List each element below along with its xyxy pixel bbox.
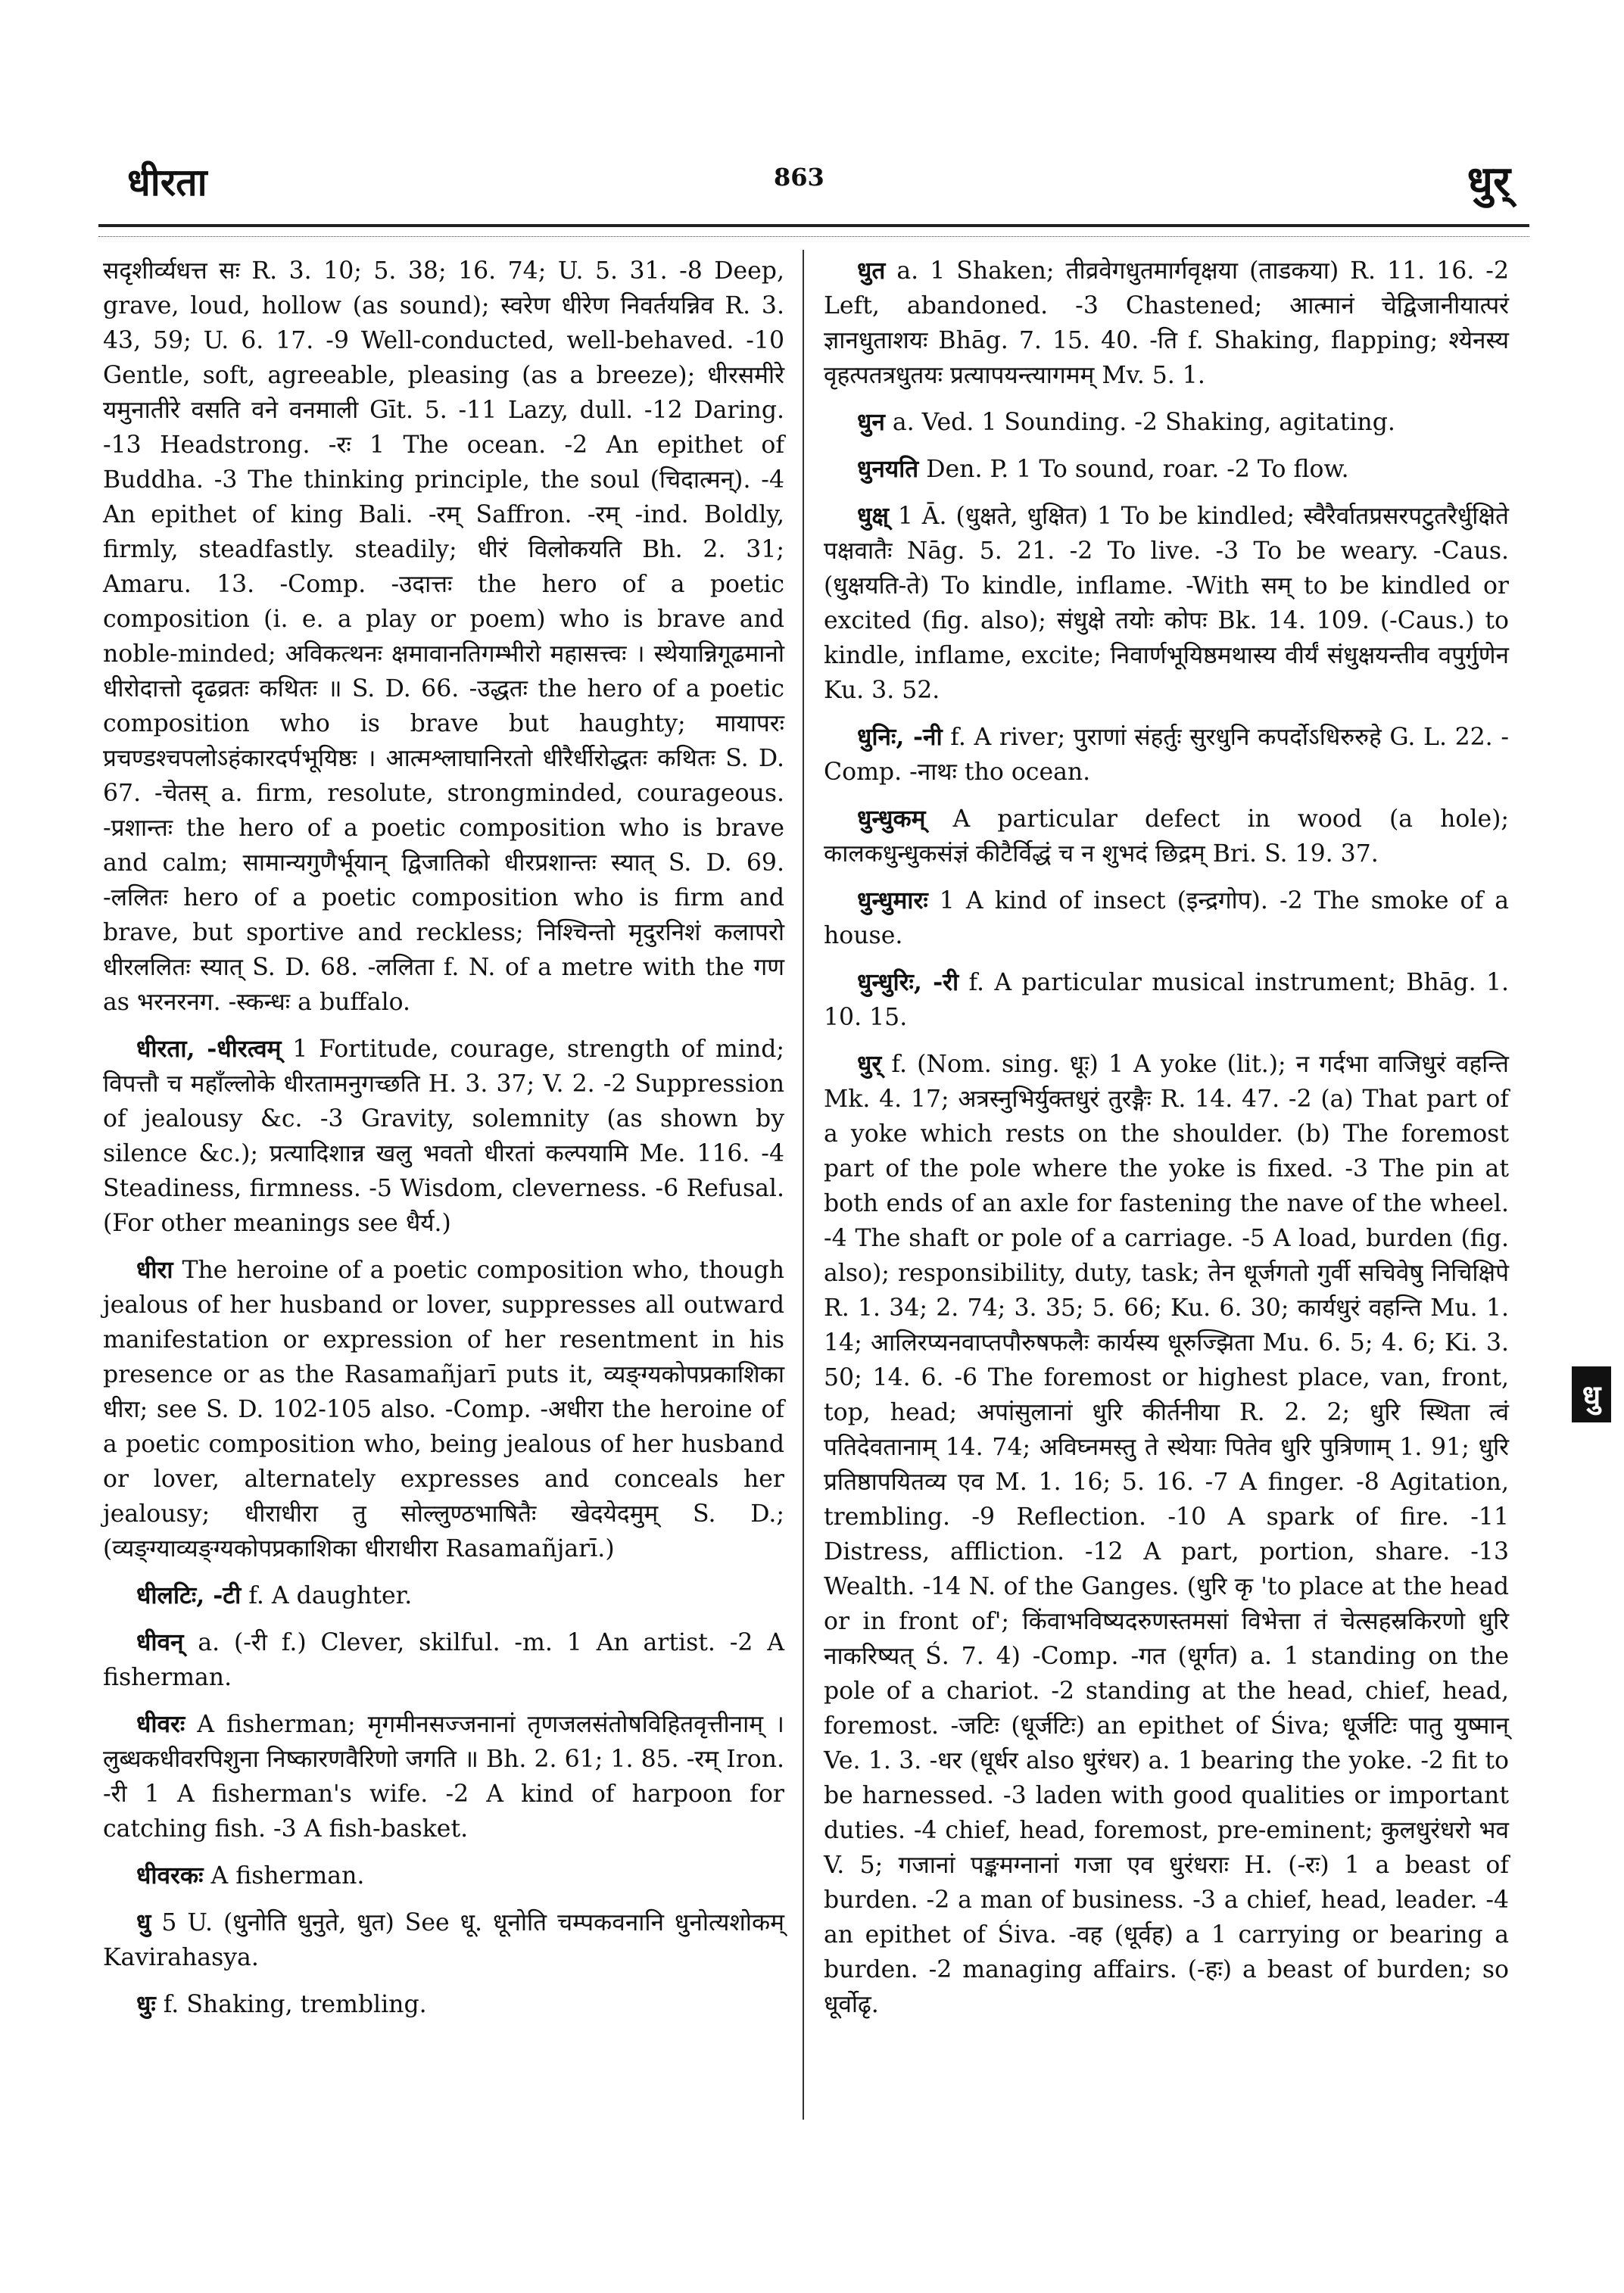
headword: धुन्धुकम् — [857, 805, 926, 833]
headword: धीवन् — [136, 1628, 184, 1656]
entry-definition: a. (-री f.) Clever, skilful. -m. 1 An artist. -2 A fisherman. — [103, 1629, 784, 1691]
headword: धीरा — [136, 1256, 173, 1284]
entry-definition: A fisherman; मृगमीनसज्जनानां तृणजलसंतोषविहितवृत्तीनाम् । लुब्धकधीवरपिशुना निष्कारणवैरिणो जगति ॥ Bh. 2. 61; 1. 85. -रम् Iron. -री 1 A fisherman's wife. -2 A kind of harpoon for catching fish. -3 A fish-basket. — [103, 1711, 784, 1843]
entry-definition: f. A daughter. — [241, 1582, 413, 1609]
entry-definition: A fisherman. — [203, 1862, 365, 1890]
entry-definition: a. 1 Shaken; तीव्रवेगधुतमार्गवृक्षया (ताडकया) R. 11. 16. -2 Left, abandoned. -3 Chastened; आत्मानं चेद्विजानीयात्परं ज्ञानधुताशयः Bhāg. 7. 15. 40. -ति f. Shaking, flapping; श्येनस्य वृहत्पतत्रधुतयः प्रत्यापयन्त्यागमम् Mv. 5. 1. — [824, 257, 1509, 389]
dictionary-entry — [824, 499, 1509, 708]
dictionary-entry — [824, 452, 1509, 487]
entry-definition: सदृशीर्व्यधत्त सः R. 3. 10; 5. 38; 16. 74; U. 5. 31. -8 Deep, grave, loud, hollow (as sound); स्वरेण धीरेण निवर्तयन्निव R. 3. 43, 59; U. 6. 17. -9 Well-conducted, well-behaved. -10 Gentle, soft, agreeable, pleasing (as a breeze); धीरसमीरे यमुनातीरे वसति वने वनमाली Gīt. 5. -11 Lazy, dull. -12 Daring. -13 Headstrong. -रः 1 The ocean. -2 An epithet of Buddha. -3 The thinking principle, the soul (चिदात्मन्). -4 An epithet of king Bali. -रम् Saffron. -रम् -ind. Boldly, firmly, steadfastly. steadily; धीरं विलोकयति Bh. 2. 31; Amaru. 13. -Comp. -उदात्तः the hero of a poetic composition (i. e. a play or poem) who is brave and noble-minded; अविकत्थनः क्षमावानतिगम्भीरो महासत्त्वः । स्थेयान्निगूढमानो धीरोदात्तो दृढव्रतः कथितः ॥ S. D. 66. -उद्धतः the hero of a poetic composition who is brave but haughty; मायापरः प्रचण्डश्चपलोऽहंकारदर्पभूयिष्ठः । आत्मश्लाघानिरतो धीरैर्धीरोद्धतः कथितः S. D. 67. -चेतस् a. firm, resolute, strongminded, courageous. -प्रशान्तः the hero of a poetic composition who is brave and calm; सामान्यगुणैर्भूयान् द्विजातिको धीरप्रशान्तः स्यात् S. D. 69. -ललितः hero of a poetic composition who is firm and brave, but sportive and reckless; निश्चिन्तो मृदुरनिशं कलापरो धीरललितः स्यात् S. D. 68. -ललिता f. N. of a metre with the गण as भरनरनग. -स्कन्धः a buffalo. — [103, 257, 784, 1016]
dictionary-entry — [824, 965, 1509, 1035]
headword: धीलटिः, -टी — [136, 1581, 242, 1609]
running-head-left: धीरता — [127, 160, 207, 204]
headword: धीवरकः — [136, 1862, 204, 1890]
dictionary-entry — [824, 405, 1509, 440]
entry-definition: 1 Ā. (धुक्षते, धुक्षित) 1 To be kindled; स्वैरैर्वातप्रसरपटुतरैर्धुक्षिते पक्षवातैः Nāg. 5. 21. -2 To live. -3 To be weary. -Caus. (धुक्षयति-ते) To kindle, inflame. -With सम् to be kindled or excited (fig. also); संधुक्षे तयोः कोपः Bk. 14. 109. (-Caus.) to kindle, inflame, excite; निवार्णभूयिष्ठमथास्य वीर्यं संधुक्षयन्तीव वपुर्गुणेन Ku. 3. 52. — [824, 503, 1509, 704]
entry-definition: 1 A kind of insect (इन्द्रगोप). -2 The smoke of a house. — [824, 887, 1509, 949]
headword: धुः — [136, 1990, 156, 2018]
headword: धुन्धुमारः — [857, 886, 928, 914]
entry-definition: f. Shaking, trembling. — [155, 1991, 427, 2018]
headword: धुनयति — [857, 455, 919, 483]
dictionary-entry — [103, 1987, 784, 2022]
right-column — [824, 254, 1509, 2034]
dictionary-entry — [103, 1707, 784, 1846]
headword: धुत — [857, 257, 886, 285]
dictionary-entry — [103, 1032, 784, 1241]
header-rule — [98, 224, 1529, 227]
headword: धु — [136, 1908, 151, 1936]
headword: धुन — [857, 408, 885, 436]
column-divider — [803, 250, 804, 2120]
thumb-index-mark: धु — [1572, 1366, 1611, 1422]
entry-definition: The heroine of a poetic composition who, though jealous of her husband or lover, suppresses all outward manifestation or expression of her resentment in his presence or as the Rasamañjarī puts it, व्यङ्ग्यकोपप्रकाशिका धीरा; see S. D. 102-105 also. -Comp. -अधीरा the heroine of a poetic composition who, being jealous of her husband or lover, alternately expresses and conceals her jealousy; धीराधीरा तु सोल्लुण्ठभाषितैः खेदयेदमुम् S. D.; (व्यङ्ग्याव्यङ्ग्यकोपप्रकाशिका धीराधीरा Rasamañjarī.) — [103, 1257, 784, 1562]
dictionary-entry — [103, 1905, 784, 1975]
dictionary-entry — [824, 883, 1509, 953]
dictionary-entry — [824, 254, 1509, 393]
entry-definition: f. A river; पुराणां संहर्तुः सुरधुनि कपर्दोऽधिरुरुहे G. L. 22. -Comp. -नाथः tho ocean. — [824, 724, 1509, 786]
headword: धुक्ष् — [857, 502, 889, 530]
entry-definition: f. A particular musical instrument; Bhāg. 1. 10. 15. — [824, 969, 1509, 1031]
entry-definition: f. (Nom. sing. धूः) 1 A yoke (lit.); न गर्दभा वाजिधुरं वहन्ति Mk. 4. 17; अत्रस्नुभिर्युक्तधुरं तुरङ्गैः R. 14. 47. -2 (a) That part of a yoke which rests on the shoulder. (b) The foremost part of the pole where the yoke is fixed. -3 The pin at both ends of an axle for fastening the nave of the wheel. -4 The shaft or pole of a carriage. -5 A load, burden (fig. also); responsibility, duty, task; तेन धूर्जगतो गुर्वी सचिवेषु निचिक्षिपे R. 1. 34; 2. 74; 3. 35; 5. 66; Ku. 6. 30; कार्यधुरं वहन्ति Mu. 1. 14; आलिरप्यनवाप्तपौरुषफलैः कार्यस्य धूरुज्झिता Mu. 6. 5; 4. 6; Ki. 3. 50; 14. 6. -6 The foremost or highest place, van, front, top, head; अपांसुलानां धुरि कीर्तनीया R. 2. 2; धुरि स्थिता त्वं पतिदेवतानाम् 14. 74; अविघ्नमस्तु ते स्थेयाः पितेव धुरि पुत्रिणाम् 1. 91; धुरि प्रतिष्ठापयितव्य एव M. 1. 16; 5. 16. -7 A finger. -8 Agitation, trembling. -9 Reflection. -10 A spark of fire. -11 Distress, affliction. -12 A part, portion, share. -13 Wealth. -14 N. of the Ganges. (धुरि कृ 'to place at the head or in front of'; किंवाभविष्यदरुणस्तमसां विभेत्ता तं चेत्सहस्रकिरणो धुरि नाकरिष्यत् Ś. 7. 4) -Comp. -गत (धूर्गत) a. 1 standing on the pole of a chariot. -2 standing at the head, chief, head, foremost. -जटिः (धूर्जटिः) an epithet of Śiva; धूर्जटिः पातु युष्मान् Ve. 1. 3. -धर (धूर्धर also धुरंधर) a. 1 bearing the yoke. -2 fit to be harnessed. -3 laden with good qualities or important duties. -4 chief, head, foremost, pre-eminent; कुलधुरंधरो भव V. 5; गजानां पङ्कमग्नानां गजा एव धुरंधराः H. (-रः) 1 a beast of burden. -2 a man of business. -3 a chief, head, leader. -4 an epithet of Śiva. -वह (धूर्वह) a 1 carrying or bearing a burden. -2 managing affairs. (-हः) a beast of burden; so धूर्वोढृ. — [824, 1051, 1509, 2018]
running-head-right: धुर् — [1467, 157, 1510, 207]
headword: धुर् — [857, 1050, 882, 1078]
dictionary-entry — [824, 720, 1509, 790]
dictionary-entry — [103, 1578, 784, 1613]
dictionary-entry — [824, 802, 1509, 871]
header-dotted-rule — [98, 236, 1529, 237]
left-column — [103, 254, 784, 2034]
headword: धीरता, -धीरत्वम् — [136, 1035, 282, 1063]
headword: धुनिः, -नी — [857, 723, 943, 751]
headword: धुन्धुरिः, -री — [857, 968, 959, 996]
dictionary-entry — [824, 1047, 1509, 2022]
entry-definition: 1 Fortitude, courage, strength of mind; विपत्तौ च महाँल्लोके धीरतामनुगच्छति H. 3. 37; V. 2. -2 Suppression of jealousy &c. -3 Gravity, solemnity (as shown by silence &c.); प्रत्यादिशान्न खलु भवतो धीरतां कल्पयामि Me. 116. -4 Steadiness, firmness. -5 Wisdom, cleverness. -6 Refusal. (For other meanings see धैर्य.) — [103, 1036, 784, 1237]
entry-definition: a. Ved. 1 Sounding. -2 Shaking, agitating. — [884, 409, 1395, 436]
dictionary-entry — [103, 254, 784, 1020]
entry-definition: Den. P. 1 To sound, roar. -2 To flow. — [918, 456, 1349, 483]
entry-definition: A particular defect in wood (a hole); कालकधुन्धुकसंज्ञं कीटैर्विद्धं च न शुभदं छिद्रम् Bri. S. 19. 37. — [824, 805, 1509, 868]
dictionary-entry — [103, 1253, 784, 1566]
entry-definition: 5 U. (धुनोति धुनुते, धुत) See धू. धूनोति चम्पकवनानि धुनोत्यशोकम् Kavirahasya. — [103, 1909, 784, 1971]
dictionary-entry — [103, 1858, 784, 1893]
headword: धीवरः — [136, 1710, 185, 1738]
dictionary-entry — [103, 1625, 784, 1695]
page-number: 863 — [774, 163, 824, 192]
